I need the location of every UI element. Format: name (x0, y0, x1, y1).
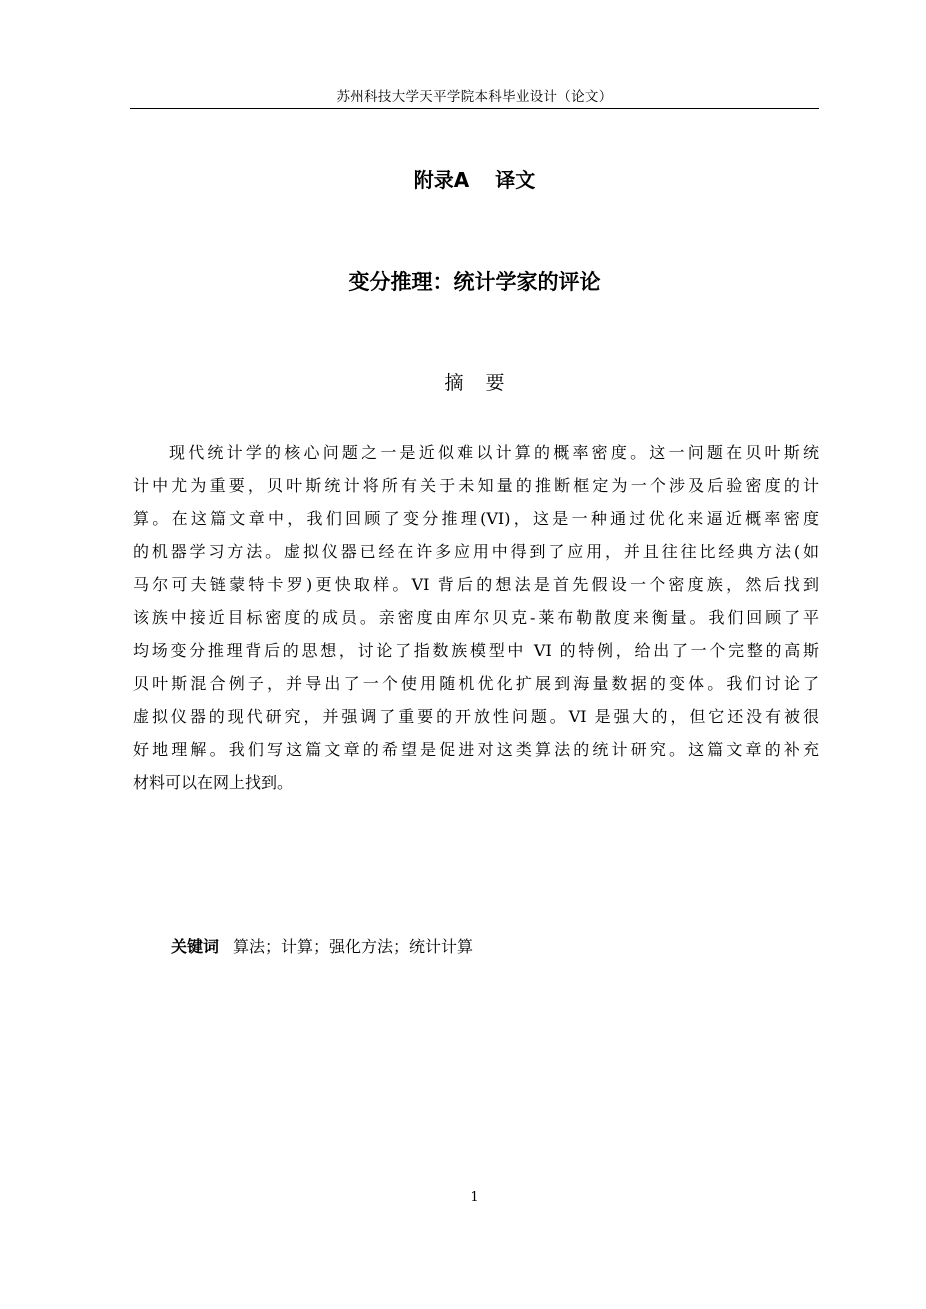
keywords (171, 934, 473, 960)
abstract-line: 虚拟仪器的现代研究，并强调了重要的开放性问题。VI 是强大的，但它还没有被很 (133, 707, 819, 726)
abstract-heading: 摘要 (444, 372, 527, 394)
keywords-label: 关键词 (171, 937, 220, 956)
abstract-line: 该族中接近目标密度的成员。亲密度由库尔贝克-莱布勒散度来衡量。我们回顾了平 (133, 608, 819, 627)
abstract-body (133, 436, 819, 799)
appendix-title-text: 译文 (495, 168, 536, 192)
abstract-line: 马尔可夫链蒙特卡罗)更快取样。VI 背后的想法是首先假设一个密度族，然后找到 (133, 575, 819, 594)
appendix-label: 附录A (413, 168, 470, 192)
header-rule (130, 108, 819, 109)
abstract-line: 算。在这篇文章中，我们回顾了变分推理(VI)，这是一种通过优化来逼近概率密度 (133, 509, 819, 528)
abstract-line: 材料可以在网上找到。 (133, 773, 294, 792)
paper-title: 变分推理：统计学家的评论 (348, 270, 601, 294)
abstract-line: 计中尤为重要，贝叶斯统计将所有关于未知量的推断框定为一个涉及后验密度的计 (133, 476, 819, 495)
abstract-line: 现代统计学的核心问题之一是近似难以计算的概率密度。这一问题在贝叶斯统 (169, 443, 819, 462)
abstract-line: 均场变分推理背后的思想，讨论了指数族模型中 VI 的特例，给出了一个完整的高斯 (133, 641, 819, 660)
page-number: 1 (470, 1190, 479, 1205)
abstract-line: 的机器学习方法。虚拟仪器已经在许多应用中得到了应用，并且往往比经典方法(如 (133, 542, 819, 561)
abstract-line: 贝叶斯混合例子，并导出了一个使用随机优化扩展到海量数据的变体。我们讨论了 (133, 674, 819, 693)
keywords-text: 算法；计算；强化方法；统计计算 (233, 937, 474, 956)
running-header: 苏州科技大学天平学院本科毕业设计（论文） (336, 89, 613, 105)
abstract-line: 好地理解。我们写这篇文章的希望是促进对这类算法的统计研究。这篇文章的补充 (133, 740, 819, 759)
appendix-title (130, 167, 819, 193)
